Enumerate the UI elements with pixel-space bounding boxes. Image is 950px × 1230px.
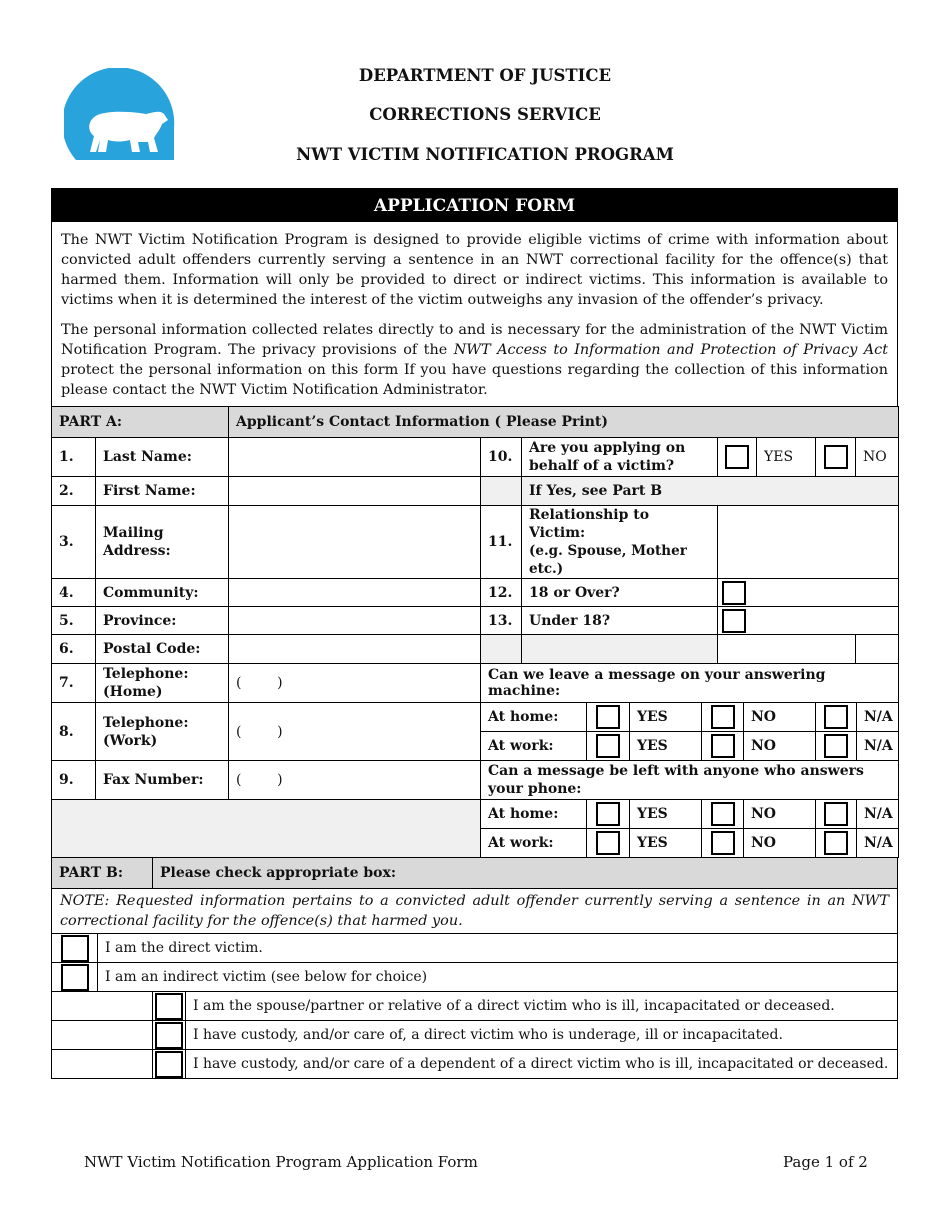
part-b-title: Please check appropriate box: [153,858,898,889]
anyone-home-na-checkbox[interactable] [824,802,848,826]
q13-num: 13. [481,607,522,635]
area-code-parens: ( ) [236,723,283,740]
footer-form-name: NWT Victim Notification Program Application Form [84,1153,478,1171]
q11-label: Relationship to Victim: [529,507,650,541]
cb-cell [587,703,630,731]
q10-yes-cell [718,438,757,477]
q10-no-cell [816,438,856,477]
no-label: NO [744,703,816,731]
cb-cell [702,703,744,731]
part-b-note: NOTE: Requested information pertains to a convicted adult offender currently serving a sentence in an NWT correctional facility for the offence(s) that harmed you. [52,889,898,934]
anyone-work-yes-checkbox[interactable] [596,831,620,855]
cb-cell [153,1021,186,1050]
part-a-table [51,406,899,858]
cb-cell [702,732,744,760]
mailing-address-field[interactable] [229,506,481,579]
telephone-work-field[interactable] [229,703,481,761]
cb-cell [816,829,857,857]
community-label: Community: [96,579,229,607]
postal-code-field[interactable] [229,635,481,664]
yes-label: YES [630,732,702,760]
yes-label: YES [630,703,702,731]
direct-victim-label: I am the direct victim. [98,934,898,963]
anyone-home-no-checkbox[interactable] [711,802,735,826]
row-num: 6. [52,635,96,664]
form-title: APPLICATION FORM [51,188,898,222]
q10-yes-label: YES [757,438,816,477]
machine-home-no-checkbox[interactable] [711,705,735,729]
q10-yes-checkbox[interactable] [725,445,749,469]
q13-cell [718,607,899,635]
row-num: 5. [52,607,96,635]
intro-paragraph-1: The NWT Victim Notification Program is designed to provide eligible victims of crime with information about convicted adult offenders currently serving a sentence in an NWT correctional facility for the offence(s) that harmed them. Information will only be provided to direct or indirect victims. This information is available to victims when it is determined the interest of the victim outweighs any invasion of the offender’s privacy. [61,232,888,308]
empty-cell [718,635,856,664]
community-field[interactable] [229,579,481,607]
anyone-home-row [481,800,899,829]
spouse-relative-checkbox[interactable] [155,993,183,1020]
row-num: 4. [52,579,96,607]
fax-number-label: Fax Number: [96,761,229,800]
province-field[interactable] [229,607,481,635]
last-name-label: Last Name: [96,438,229,477]
intro-p2-start: The personal information collected relates directly to and is necessary for the administration of the NWT Victim Notification Program. The privacy provisions of the [61,322,888,358]
anyone-work-na-checkbox[interactable] [824,831,848,855]
first-name-label: First Name: [96,477,229,506]
custody-dependent-label: I have custody, and/or care of a dependent of a direct victim who is ill, incapacitated or deceased. [186,1050,898,1079]
custody-victim-checkbox[interactable] [155,1022,183,1049]
row-num: 3. [52,506,96,579]
cb-cell [702,829,744,857]
province-label: Province: [96,607,229,635]
cb-cell [153,1050,186,1079]
empty-cell [481,635,522,664]
anyone-work-no-checkbox[interactable] [711,831,735,855]
anyone-question: Can a message be left with anyone who answers your phone: [481,761,899,800]
first-name-field[interactable] [229,477,481,506]
row-num: 1. [52,438,96,477]
act-name: NWT Access to Information and Protection of Privacy Act [453,342,888,358]
footer-page-number: Page 1 of 2 [783,1153,868,1171]
relationship-field[interactable] [718,506,899,579]
at-work-label: At work: [481,732,587,760]
machine-home-yes-checkbox[interactable] [596,705,620,729]
at-work-label: At work: [481,829,587,857]
cb-cell [816,800,857,828]
machine-work-na-checkbox[interactable] [824,734,848,758]
cb-cell [587,829,630,857]
postal-code-label: Postal Code: [96,635,229,664]
row-num: 7. [52,664,96,703]
at-home-label: At home: [481,800,587,828]
telephone-work-label: Telephone: (Work) [96,703,229,761]
q13-label: Under 18? [522,607,718,635]
machine-work-yes-checkbox[interactable] [596,734,620,758]
indirect-victim-label: I am an indirect victim (see below for choice) [98,963,898,992]
telephone-home-field[interactable] [229,664,481,703]
application-form [51,188,898,1079]
yes-label: YES [630,800,702,828]
direct-victim-checkbox[interactable] [61,935,89,962]
row-num: 2. [52,477,96,506]
empty-cell [52,800,481,858]
na-label: N/A [864,806,893,822]
empty-cell [522,635,718,664]
if-yes-note: If Yes, see Part B [522,477,899,506]
cb-cell [52,934,98,963]
indent-cell [52,992,153,1021]
department-title: DEPARTMENT OF JUSTICE [358,66,612,85]
empty-cell [856,635,899,664]
row-num: 8. [52,703,96,761]
telephone-home-label: Telephone: (Home) [96,664,229,703]
intro-p2-end: protect the personal information on this form If you have questions regarding the collection of this information please contact the NWT Victim Notification Administrator. [61,362,888,398]
no-label: NO [744,732,816,760]
q10-no-checkbox[interactable] [824,445,848,469]
cb-cell [52,963,98,992]
part-b-label: PART B: [52,858,153,889]
cb-cell [816,703,857,731]
indent-cell [52,1021,153,1050]
machine-question: Can we leave a message on your answering machine: [481,664,899,703]
part-b-table [51,857,898,1079]
q12-label: 18 or Over? [522,579,718,607]
yes-label: YES [630,829,702,857]
area-code-parens: ( ) [236,772,283,788]
q12-cell [718,579,899,607]
anyone-work-row [481,829,899,858]
part-a-title: Applicant’s Contact Information ( Please Print) [229,407,899,438]
machine-work-no-checkbox[interactable] [711,734,735,758]
q11-sublabel: (e.g. Spouse, Mother etc.) [529,543,687,577]
row-num: 9. [52,761,96,800]
intro-text [51,222,898,407]
cb-cell [587,800,630,828]
machine-home-na-checkbox[interactable] [824,705,848,729]
service-title: CORRECTIONS SERVICE [369,105,601,124]
no-label: NO [744,829,816,857]
at-home-label: At home: [481,703,587,731]
q10-label: Are you applying on behalf of a victim? [522,438,718,477]
no-label: NO [744,800,816,828]
indent-cell [52,1050,153,1079]
mailing-address-label: Mailing Address: [96,506,229,579]
na-label: N/A [864,738,893,754]
indirect-victim-checkbox[interactable] [61,964,89,991]
q11-num: 11. [481,506,522,579]
na-label: N/A [864,709,893,725]
q12-num: 12. [481,579,522,607]
area-code-parens: ( ) [236,675,283,691]
q13-checkbox[interactable] [722,609,746,633]
fax-number-field[interactable] [229,761,481,800]
cb-cell [816,732,857,760]
q10-num: 10. [481,438,522,477]
na-label: N/A [864,835,893,851]
last-name-field[interactable] [229,438,481,477]
program-title: NWT VICTIM NOTIFICATION PROGRAM [296,145,674,164]
q12-checkbox[interactable] [722,581,746,605]
spouse-relative-label: I am the spouse/partner or relative of a direct victim who is ill, incapacitated or deceased. [186,992,898,1021]
empty-cell [481,477,522,506]
anyone-home-yes-checkbox[interactable] [596,802,620,826]
custody-victim-label: I have custody, and/or care of, a direct victim who is underage, ill or incapacitated. [186,1021,898,1050]
q11-label-cell [522,506,718,579]
custody-dependent-checkbox[interactable] [155,1051,183,1078]
machine-home-row [481,703,899,732]
machine-work-row [481,732,899,761]
cb-cell [587,732,630,760]
q10-no-label: NO [856,438,899,477]
cb-cell [153,992,186,1021]
part-a-label: PART A: [52,407,229,438]
intro-paragraph-2 [61,320,888,400]
cb-cell [702,800,744,828]
